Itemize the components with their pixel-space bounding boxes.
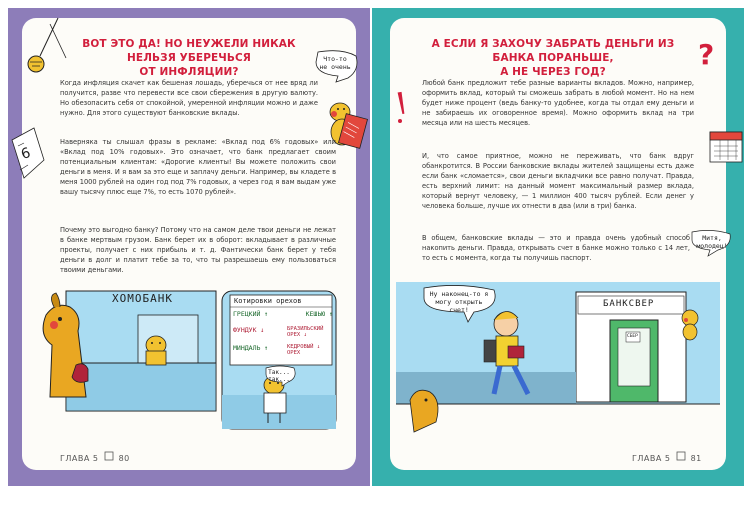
svg-text:6: 6 [19,144,33,163]
left-footer [60,451,130,463]
left-paragraph-2: Наверняка ты слышал фразы в рекламе: «Вклад под 6% годовых» или «Вклад под 10% годовых». Это означает, что банк предлагает своим потенциальным клиентам: «Дорогие клиенты! Вы можете положить свои деньги в меня. И я вам за это еще и заплачу деньги. Например, вы кладете в меня 1000 рублей на один год под 7% годовых, а через год я вам выдам уже вашу тысячу плюс еще 7%, то есть 1070 рублей». [60,137,336,196]
board-rows [233,310,333,360]
exclamation-mark-icon [394,88,412,128]
board-row-left: ГРЕЦКИЙ ↑ [233,310,269,318]
question-mark-icon [696,36,720,70]
mitya-bubble-text: Митя, молодец! [696,234,728,250]
board-row-left: ФУНДУК ↓ [233,326,265,334]
right-footer-page: 81 [690,454,702,463]
right-bank-sign: БАНКСВЕР [603,299,655,309]
price-tag-illustration [8,120,48,190]
hamster-bubble-text: Так... так... [268,369,290,383]
right-heading [422,37,684,79]
bank-counter-scene [26,285,216,430]
board-row-right: БРАЗИЛЬСКИЙ ОРЕХ ↓ [287,326,324,338]
right-heading-line1: А ЕСЛИ Я ЗАХОЧУ ЗАБРАТЬ ДЕНЬГИ ИЗ БАНКА ПОРАНЬШЕ, [431,38,675,64]
left-paragraph-3: Почему это выгодно банку? Потому что на самом деле твои деньги не лежат в банке мертвым грузом. Банк берет их в оборот: вкладывает в различные проекты, получает с них прибыль и т. д. Фантически банк берет у тебя деньги в долг и платит тебе за то, что ты разрешаешь ему пользоваться твоими деньгами. [60,225,336,274]
board-row [233,326,333,344]
left-paragraph-1: Когда инфляция скачет как бешеная лошадь, уберечься от нее вряд ли получится, разве что перевести все свои сбережения в другую валюту. Но обезопасить себя от спокойной, умеренной инфляции можно и даже нужно. Для этого существуют банковские вклады. [60,78,318,117]
right-heading-line2: А НЕ ЧЕРЕЗ ГОД? [500,66,606,78]
svg-text:?: ? [698,38,715,71]
right-paragraph-1: Любой банк предложит тебе разные варианты вкладов. Можно, например, оформить вклад, который ты сможешь забрать в любой момент. Но на нем будет ниже процент (ведь банку-то удобнее, когда ты отдал ему деньги и не забираешь их оговоренное время). Можно оформить вклад на три месяца или на шесть месяцев. [422,78,694,127]
right-footer [632,451,702,463]
right-paragraph-2: И, что самое приятное, можно не переживать, что банк вдруг обанкротится. В России банковские вклады жителей защищены есть даже если банк «сломается», свои деньги вкладчики все равно получат. Правда, есть верхний лимит: на данный момент максимальный размер вклада, который вернут человеку, — 1 миллион 400 тысяч рублей. Если денег у человека больше, лучше их отнести в два (или в три) банка. [422,151,694,210]
left-heading [64,37,314,79]
left-footer-chapter: ГЛАВА 5 [60,454,99,463]
right-paragraph-3: В общем, банковские вклады — это и правда очень удобный способ накопить деньги. Правда, открывать счет в банке можно только с 14 лет, то есть с момента, когда ты получишь паспорт. [422,233,690,262]
left-heading-line1: ВОТ ЭТО ДА! НО НЕУЖЕЛИ НИКАК НЕЛЬЗЯ УБЕРЕЧЬСЯ [82,38,296,64]
board-row-right: КЕДРОВЫЙ ↓ ОРЕХ [287,344,321,356]
board-row-right: КЕШЬЮ ↑ [305,310,333,318]
board-row [233,344,333,360]
footer-decor-icon [104,451,114,461]
left-footer-page: 80 [118,454,130,463]
boy-bubble-text: Ну наконец-то я могу открыть счет! [429,290,489,314]
calendar-illustration [706,126,746,168]
board-title: Котировки орехов [234,297,302,305]
board-row [233,310,333,326]
left-heading-line2: ОТ ИНФЛЯЦИИ? [139,66,239,78]
board-row-left: МИНДАЛЬ ↑ [233,344,269,352]
squirrel-right-illustration [676,302,704,342]
squirrel-bubble-text: Что-то не очень [319,55,351,71]
footer-decor-icon [676,451,686,461]
left-bank-sign: ХОМОБАНК [112,292,173,305]
right-footer-chapter: ГЛАВА 5 [632,454,671,463]
bank-door-sign: СБЕР [627,334,638,339]
